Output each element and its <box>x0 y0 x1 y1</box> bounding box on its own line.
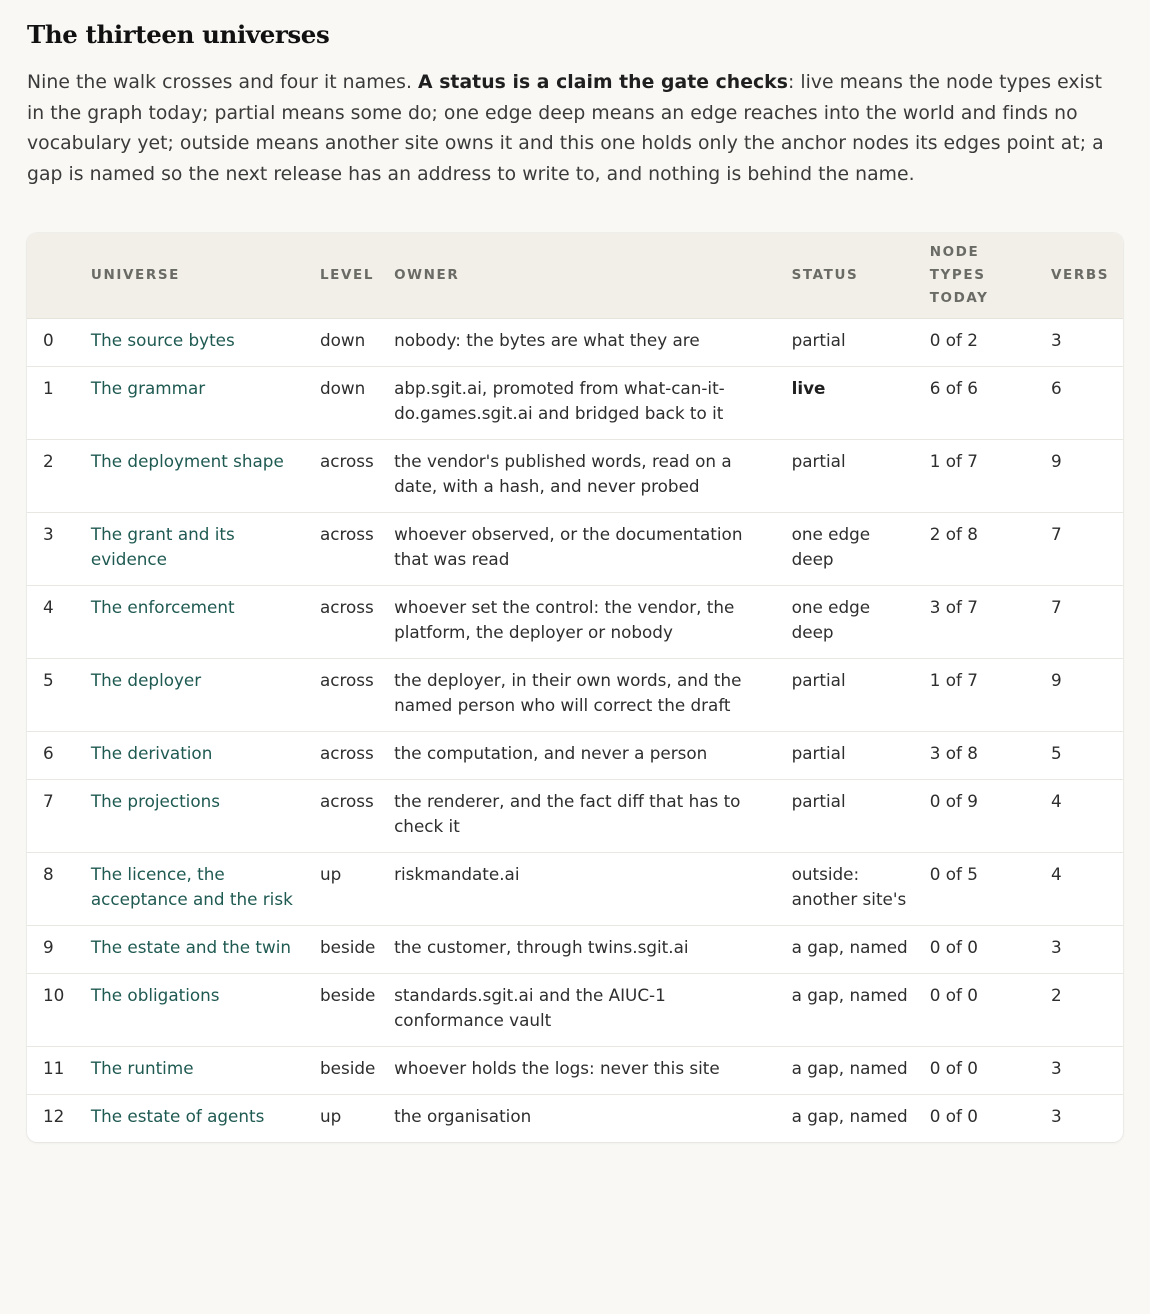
table-row <box>27 659 1123 732</box>
cell-owner: the customer, through twins.sgit.ai <box>384 926 782 974</box>
cell-verbs: 2 <box>1041 974 1123 1047</box>
cell-level: beside <box>310 926 384 974</box>
cell-number: 1 <box>27 367 81 440</box>
cell-number: 12 <box>43 1106 65 1126</box>
table-row <box>27 586 1123 659</box>
table-header-row <box>27 233 1123 319</box>
table-row <box>27 1047 1123 1095</box>
cell-owner: standards.sgit.ai and the AIUC-1 conformance vault <box>384 974 782 1047</box>
cell-level: across <box>310 659 384 732</box>
cell-verbs: 6 <box>1041 367 1123 440</box>
cell-status: partial <box>782 732 920 780</box>
universe-link[interactable]: The grant and its evidence <box>90 524 235 569</box>
universe-link[interactable]: The deployer <box>90 670 202 690</box>
cell-node-types: 0 of 5 <box>920 853 1041 926</box>
cell-level: across <box>310 780 384 853</box>
cell-owner: the renderer, and the fact diff that has to check it <box>384 780 782 853</box>
cell-status: a gap, named <box>782 926 920 974</box>
cell-universe <box>81 974 310 1047</box>
cell-universe <box>81 1047 310 1095</box>
cell-node-types: 1 of 7 <box>920 659 1041 732</box>
universe-link[interactable]: The projections <box>90 791 220 811</box>
cell-status: partial <box>782 440 920 513</box>
cell-node-types: 0 of 0 <box>920 926 1041 974</box>
cell-universe <box>81 780 310 853</box>
cell-number: 8 <box>27 853 81 926</box>
cell-number: 0 <box>27 319 81 367</box>
cell-verbs: 9 <box>1041 440 1123 513</box>
cell-level: down <box>310 367 384 440</box>
cell-node-types: 3 of 8 <box>920 732 1041 780</box>
header-node-types: NODE TYPES TODAY <box>920 233 1041 319</box>
universe-link[interactable]: The enforcement <box>90 597 235 617</box>
cell-number: 10 <box>27 974 81 1047</box>
table-row <box>27 732 1123 780</box>
table-row <box>27 926 1123 974</box>
cell-owner: abp.sgit.ai, promoted from what-can-it-do.games.sgit.ai and bridged back to it <box>384 367 782 440</box>
table-row <box>27 780 1123 853</box>
universe-link[interactable]: The estate of agents <box>90 1106 265 1126</box>
cell-universe <box>81 926 310 974</box>
cell-verbs: 3 <box>1050 1106 1062 1126</box>
cell-verbs: 3 <box>1041 319 1123 367</box>
header-level: LEVEL <box>310 233 384 319</box>
cell-node-types: 0 of 0 <box>920 1047 1041 1095</box>
cell-universe <box>81 367 310 440</box>
cell-owner: the computation, and never a person <box>384 732 782 780</box>
cell-universe <box>81 440 310 513</box>
cell-owner: the deployer, in their own words, and the named person who will correct the draft <box>384 659 782 732</box>
universe-link[interactable]: The estate and the twin <box>90 937 291 957</box>
cell-verbs: 4 <box>1041 853 1123 926</box>
cell-node-types: 1 of 7 <box>920 440 1041 513</box>
intro-bold: A status is a claim the gate checks <box>418 72 788 93</box>
cell-status: one edge deep <box>782 586 920 659</box>
table-row <box>27 513 1123 586</box>
section-title: The thirteen universes <box>27 20 330 49</box>
cell-owner: the vendor's published words, read on a date, with a hash, and never probed <box>384 440 782 513</box>
cell-owner: whoever observed, or the documentation that was read <box>384 513 782 586</box>
cell-status: a gap, named <box>791 1106 908 1126</box>
universes-table-card <box>27 233 1123 1142</box>
cell-level: up <box>310 853 384 926</box>
cell-universe <box>81 513 310 586</box>
universe-link[interactable]: The licence, the acceptance and the risk <box>90 864 293 909</box>
section-intro <box>27 68 1123 190</box>
cell-number: 5 <box>27 659 81 732</box>
cell-status: outside: another site's <box>782 853 920 926</box>
cell-status: a gap, named <box>782 974 920 1047</box>
universe-link[interactable]: The deployment shape <box>90 451 284 471</box>
cell-owner: nobody: the bytes are what they are <box>384 319 782 367</box>
header-verbs: VERBS <box>1041 233 1123 319</box>
cell-verbs: 4 <box>1041 780 1123 853</box>
cell-owner: whoever set the control: the vendor, the platform, the deployer or nobody <box>384 586 782 659</box>
cell-universe <box>81 659 310 732</box>
cell-status: a gap, named <box>782 1047 920 1095</box>
universe-link[interactable]: The derivation <box>90 743 213 763</box>
cell-verbs: 5 <box>1041 732 1123 780</box>
cell-status: partial <box>782 780 920 853</box>
cell-number: 7 <box>27 780 81 853</box>
cell-number: 4 <box>27 586 81 659</box>
universe-link[interactable]: The source bytes <box>90 330 235 350</box>
universes-table <box>27 233 1123 1142</box>
table-row <box>27 440 1123 513</box>
cell-owner: the organisation <box>394 1106 532 1126</box>
cell-verbs: 3 <box>1041 1047 1123 1095</box>
cell-level: beside <box>310 974 384 1047</box>
cell-owner: riskmandate.ai <box>384 853 782 926</box>
cell-level: across <box>310 440 384 513</box>
cell-universe <box>81 586 310 659</box>
cell-level: up <box>319 1106 342 1126</box>
cell-status: live <box>782 367 920 440</box>
intro-lead: Nine the walk crosses and four it names. <box>27 72 419 93</box>
cell-owner: whoever holds the logs: never this site <box>384 1047 782 1095</box>
cell-verbs: 7 <box>1041 586 1123 659</box>
cell-node-types: 0 of 0 <box>929 1106 978 1126</box>
cell-universe <box>81 853 310 926</box>
cell-status: partial <box>782 319 920 367</box>
cell-status: partial <box>782 659 920 732</box>
cell-universe <box>81 1095 310 1143</box>
table-row <box>27 367 1123 440</box>
table-row <box>27 1095 1123 1143</box>
cell-node-types: 0 of 0 <box>920 974 1041 1047</box>
cell-level: beside <box>310 1047 384 1095</box>
universe-link[interactable]: The runtime <box>90 1058 194 1078</box>
table-row <box>27 319 1123 367</box>
cell-level: across <box>310 586 384 659</box>
table-body <box>27 319 1123 1143</box>
cell-universe <box>81 319 310 367</box>
header-status: STATUS <box>782 233 920 319</box>
cell-number: 11 <box>27 1047 81 1095</box>
cell-number: 9 <box>27 926 81 974</box>
cell-level: across <box>310 732 384 780</box>
header-universe: UNIVERSE <box>81 233 310 319</box>
cell-status: one edge deep <box>782 513 920 586</box>
cell-node-types: 2 of 8 <box>920 513 1041 586</box>
cell-number: 2 <box>27 440 81 513</box>
cell-level: across <box>310 513 384 586</box>
header-number <box>27 233 81 319</box>
cell-verbs: 3 <box>1041 926 1123 974</box>
header-owner: OWNER <box>384 233 782 319</box>
table-row <box>27 853 1123 926</box>
cell-node-types: 3 of 7 <box>920 586 1041 659</box>
table-row <box>27 974 1123 1047</box>
cell-level: down <box>310 319 384 367</box>
cell-node-types: 6 of 6 <box>920 367 1041 440</box>
intro-rest: : live means the node types exist in the graph today; partial means some do; one edge deep means an edge reaches into the world and finds no vocabulary yet; outside means another site owns it and this one holds only the anchor nodes its edges point at; a gap is named so the next release has an address to write to, and nothing is behind the name. <box>27 72 1104 185</box>
cell-universe <box>81 732 310 780</box>
universe-link[interactable]: The grammar <box>90 378 206 398</box>
universe-link[interactable]: The obligations <box>90 985 220 1005</box>
cell-number: 6 <box>27 732 81 780</box>
cell-number: 3 <box>27 513 81 586</box>
cell-verbs: 7 <box>1041 513 1123 586</box>
cell-node-types: 0 of 9 <box>920 780 1041 853</box>
cell-verbs: 9 <box>1041 659 1123 732</box>
cell-node-types: 0 of 2 <box>920 319 1041 367</box>
